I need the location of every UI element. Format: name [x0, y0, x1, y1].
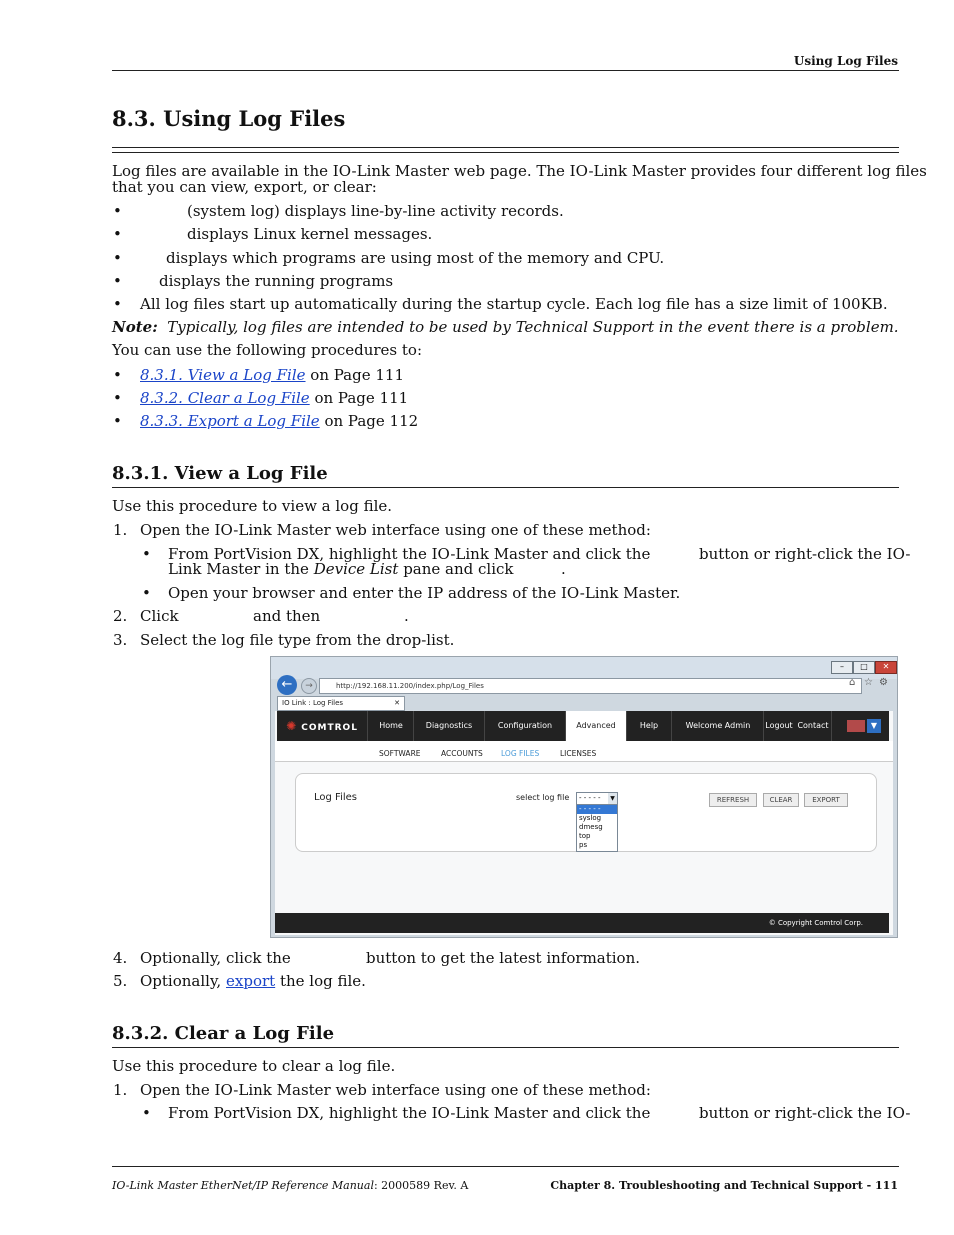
export-link[interactable]: export — [226, 972, 276, 990]
step-number: 5. — [113, 972, 128, 990]
note — [112, 319, 899, 335]
nav-logout[interactable]: Logout — [765, 721, 793, 730]
dropdown-arrow-icon[interactable]: ▼ — [608, 793, 617, 804]
forward-icon[interactable]: → — [301, 678, 317, 694]
log-files-screenshot — [270, 656, 898, 938]
bullet-top: displays which programs are using most of the memory and CPU. — [166, 249, 665, 267]
select-log-label: select log file — [516, 793, 570, 802]
view-step-5: Optionally, export the log file. — [140, 972, 366, 990]
nav-diagnostics[interactable]: Diagnostics — [414, 711, 485, 741]
flag-icon[interactable] — [847, 720, 865, 732]
brand-logo: ✺ COMTROL — [277, 711, 368, 741]
procedures-lead: You can use the following procedures to: — [112, 341, 423, 359]
footer-chapter: Chapter 8. Troubleshooting and Technical Support - 111 — [550, 1179, 898, 1192]
bullet: • — [113, 272, 122, 290]
view-step-1: Open the IO-Link Master web interface using one of these method: — [140, 521, 651, 539]
bullet: • — [113, 412, 122, 430]
option-dmesg[interactable]: dmesg — [579, 823, 603, 831]
view-step-1a-end: . — [561, 560, 566, 578]
tab-close-icon[interactable]: ✕ — [394, 699, 400, 707]
clear-step-1a-part-2: button or right-click the IO- — [699, 1104, 911, 1122]
step-number: 2. — [113, 607, 128, 625]
view-step-2-end: . — [404, 607, 409, 625]
log-file-select[interactable]: - - - - - ▼ — [576, 792, 618, 805]
app-navbar — [277, 711, 889, 741]
nav-advanced[interactable]: Advanced — [566, 711, 627, 741]
maximize-icon[interactable]: □ — [853, 661, 875, 674]
link-item — [140, 366, 404, 384]
subnav-software[interactable]: SOFTWARE — [379, 749, 421, 758]
subsection-rule — [112, 1047, 899, 1048]
clear-lead: Use this procedure to clear a log file. — [112, 1057, 396, 1075]
subnav-log-files[interactable]: LOG FILES — [501, 749, 540, 758]
panel-title: Log Files — [314, 792, 357, 803]
intro-line-1: Log files are available in the IO-Link Master web page. The IO-Link Master provides four different log files — [112, 162, 927, 180]
footer-manual: IO-Link Master EtherNet/IP Reference Manual: 2000589 Rev. A — [112, 1179, 469, 1192]
header-rule — [112, 70, 899, 71]
option-top[interactable]: top — [579, 832, 591, 840]
step-number: 4. — [113, 949, 128, 967]
link-view-log-file[interactable]: 8.3.1. View a Log File — [140, 366, 306, 384]
refresh-button[interactable]: REFRESH — [709, 793, 757, 807]
view-step-1a-part-1: From PortVision DX, highlight the IO-Link Master and click the — [168, 545, 651, 563]
bullet: • — [142, 584, 151, 602]
subsection-title-clear: 8.3.2. Clear a Log File — [112, 1023, 335, 1044]
title-rule-bottom — [112, 152, 899, 153]
link-suffix: on Page 112 — [324, 412, 419, 430]
option-ps[interactable]: ps — [579, 841, 588, 849]
step-number: 3. — [113, 631, 128, 649]
window-titlebar — [271, 657, 897, 679]
link-export-log-file[interactable]: 8.3.3. Export a Log File — [140, 412, 320, 430]
view-step-3: Select the log file type from the drop-list. — [140, 631, 455, 649]
footer-rule — [112, 1166, 899, 1167]
nav-home[interactable]: Home — [369, 711, 414, 741]
close-icon[interactable]: ✕ — [875, 661, 897, 674]
nav-contact[interactable]: Contact — [795, 711, 832, 741]
bullet: • — [113, 202, 122, 220]
view-step-4-part-2: button to get the latest information. — [366, 949, 641, 967]
subsection-title-view: 8.3.1. View a Log File — [112, 463, 328, 484]
back-icon[interactable]: ← — [277, 675, 297, 695]
link-item — [140, 389, 408, 407]
link-item — [140, 412, 418, 430]
view-lead: Use this procedure to view a log file. — [112, 497, 393, 515]
bullet: • — [113, 225, 122, 243]
bullet: • — [142, 545, 151, 563]
clear-step-1: Open the IO-Link Master web interface using one of these method: — [140, 1081, 651, 1099]
step-number: 1. — [113, 521, 128, 539]
bullet: • — [113, 295, 122, 313]
title-rule-top — [112, 147, 899, 148]
note-text: Typically, log files are intended to be used by Technical Support in the event there is a problem. — [167, 318, 899, 336]
bullet-size-limit: All log files start up automatically during the startup cycle. Each log file has a size limit of 100KB. — [140, 295, 888, 313]
link-clear-log-file[interactable]: 8.3.2. Clear a Log File — [140, 389, 310, 407]
browser-tab[interactable]: IO Link : Log Files ✕ — [277, 696, 405, 711]
clear-step-1a-part-1: From PortVision DX, highlight the IO-Link Master and click the — [168, 1104, 651, 1122]
step-number: 1. — [113, 1081, 128, 1099]
tools-icon[interactable]: ⚙ — [879, 677, 888, 688]
view-step-1a-part-2: button or right-click the IO- — [699, 545, 911, 563]
bullet-dmesg: displays Linux kernel messages. — [187, 225, 433, 243]
minimize-icon[interactable]: – — [831, 661, 853, 674]
bullet: • — [113, 249, 122, 267]
link-suffix: on Page 111 — [314, 389, 409, 407]
export-button[interactable]: EXPORT — [804, 793, 848, 807]
log-file-options[interactable] — [576, 804, 618, 852]
favorites-icon[interactable]: ☆ — [864, 677, 873, 688]
subnav-licenses[interactable]: LICENSES — [560, 749, 597, 758]
bullet: • — [142, 1104, 151, 1122]
running-header: Using Log Files — [793, 54, 898, 68]
intro-line-2: that you can view, export, or clear: — [112, 178, 377, 196]
copyright-text: © Copyright Comtrol Corp. — [768, 919, 863, 927]
view-step-1a-line-2: Link Master in the Device List pane and click — [168, 560, 514, 578]
bullet-syslog: (system log) displays line-by-line activity records. — [187, 202, 564, 220]
comtrol-logo-icon: ✺ — [286, 719, 298, 733]
device-list-term: Device List — [313, 560, 399, 578]
section-title: 8.3. Using Log Files — [112, 106, 346, 131]
bullet: • — [113, 389, 122, 407]
bullet: • — [113, 366, 122, 384]
option-syslog[interactable]: syslog — [579, 814, 602, 822]
view-step-4-part-1: Optionally, click the — [140, 949, 291, 967]
subnav-accounts[interactable]: ACCOUNTS — [441, 749, 483, 758]
view-step-2-click: Click — [140, 607, 179, 625]
nav-configuration[interactable]: Configuration — [485, 711, 566, 741]
view-step-1b: Open your browser and enter the IP address of the IO-Link Master. — [168, 584, 681, 602]
nav-help[interactable]: Help — [627, 711, 672, 741]
clear-button[interactable]: CLEAR — [763, 793, 799, 807]
view-step-2-then: and then — [253, 607, 321, 625]
note-label: Note: — [112, 318, 158, 336]
option-blank[interactable]: - - - - - — [577, 805, 617, 814]
nav-welcome-admin: Welcome Admin — [673, 711, 764, 741]
home-icon[interactable]: ⌂ — [849, 677, 856, 688]
chevron-down-icon[interactable]: ▼ — [867, 719, 881, 733]
subsection-rule — [112, 487, 899, 488]
link-suffix: on Page 111 — [310, 366, 404, 384]
address-bar[interactable]: http://192.168.11.200/index.php/Log_Files — [319, 678, 862, 694]
bullet-ps: displays the running programs — [159, 272, 394, 290]
